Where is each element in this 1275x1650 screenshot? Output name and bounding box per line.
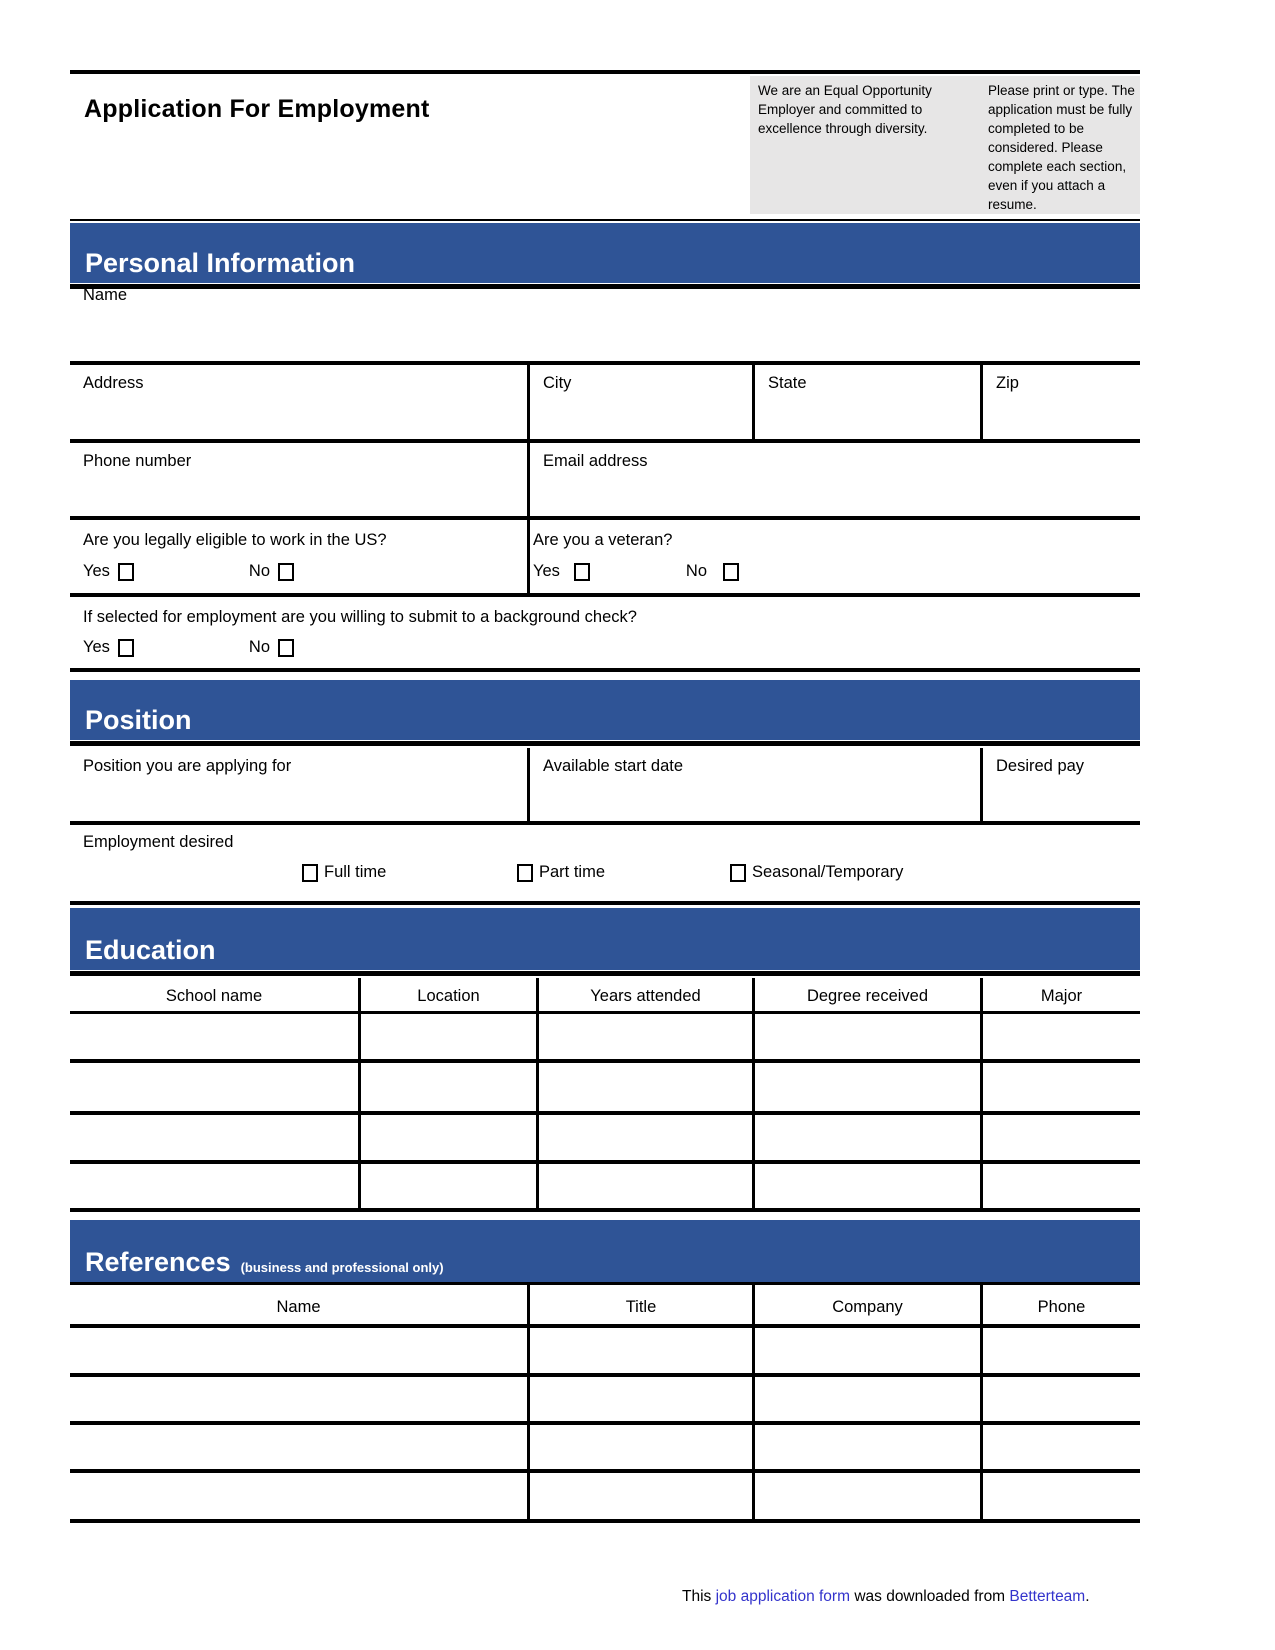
eligible-question: Are you legally eligible to work in the US? [83,531,387,549]
seasonal-checkbox[interactable] [730,864,746,882]
position-heading: Position [85,705,192,735]
education-cell[interactable] [361,1014,539,1059]
reference-cell[interactable] [70,1425,530,1469]
full-time-checkbox[interactable] [302,864,318,882]
education-cell[interactable] [983,1115,1140,1160]
part-time-label: Part time [539,863,606,881]
city-label: City [543,374,572,392]
page-title: Application For Employment [84,95,430,123]
reference-cell[interactable] [70,1377,530,1421]
footer-credit [682,1588,1090,1606]
background-yes-checkbox[interactable] [118,639,134,657]
desired-pay-field[interactable] [983,748,1140,821]
background-no-checkbox[interactable] [278,639,294,657]
education-cell[interactable] [70,1063,361,1111]
seasonal-option [730,863,903,882]
education-row [70,1164,1140,1212]
education-header [70,908,1140,970]
education-col-degree: Degree received [755,978,983,1011]
education-cell[interactable] [361,1115,539,1160]
education-cell[interactable] [361,1164,539,1208]
references-heading: References [85,1247,231,1277]
education-cell[interactable] [539,1063,755,1111]
start-date-field[interactable] [530,748,983,821]
background-check-row [70,597,1140,672]
phone-email-row [70,443,1140,520]
name-label: Name [83,286,128,304]
print-or-type-notice: Please print or type. The application must be fully completed to be considered. Please complete each section, even if you attach a resume. [988,83,1135,212]
start-date-label: Available start date [543,757,684,775]
reference-cell[interactable] [755,1328,983,1373]
footer-text-suffix: . [1085,1588,1090,1605]
background-question: If selected for employment are you willing to submit to a background check? [83,608,637,626]
address-row [70,365,1140,443]
zip-label: Zip [996,374,1019,392]
education-header-row [70,978,1140,1014]
full-time-option [302,863,386,882]
reference-cell[interactable] [530,1425,755,1469]
eligible-question-cell [70,520,530,593]
part-time-checkbox[interactable] [517,864,533,882]
city-field[interactable] [530,365,755,439]
education-row [70,1014,1140,1063]
education-row [70,1115,1140,1164]
section-heavy-rule [70,971,1140,976]
reference-cell[interactable] [70,1473,530,1519]
education-cell[interactable] [983,1063,1140,1111]
reference-cell[interactable] [755,1473,983,1519]
part-time-option [517,863,605,882]
equal-opportunity-notice: We are an Equal Opportunity Employer and committed to excellence through diversity. [758,83,932,136]
education-cell[interactable] [70,1014,361,1059]
references-row [70,1425,1140,1473]
references-header [70,1220,1140,1282]
address-field[interactable] [70,365,530,439]
references-row [70,1377,1140,1425]
section-divider [70,901,1140,905]
position-row [70,748,1140,825]
top-divider [70,70,1140,74]
betterteam-link[interactable]: Betterteam [1009,1588,1086,1605]
education-table [70,978,1140,1212]
references-row [70,1473,1140,1523]
reference-cell[interactable] [530,1473,755,1519]
personal-information-heading: Personal Information [85,248,356,278]
education-cell[interactable] [983,1014,1140,1059]
education-cell[interactable] [539,1014,755,1059]
section-heavy-rule [70,741,1140,746]
phone-label: Phone number [83,452,192,470]
eligible-no-label: No [248,562,271,580]
references-col-title: Title [530,1285,755,1324]
footer-text-prefix: This [682,1588,716,1605]
reference-cell[interactable] [755,1377,983,1421]
education-cell[interactable] [983,1164,1140,1208]
education-col-years: Years attended [539,978,755,1011]
references-col-company: Company [755,1285,983,1324]
education-cell[interactable] [755,1014,983,1059]
veteran-yes-checkbox[interactable] [574,563,590,581]
eligibility-row [70,520,1140,597]
reference-cell[interactable] [755,1425,983,1469]
references-col-name: Name [70,1285,530,1324]
section-top-rule [70,219,1140,221]
veteran-no-checkbox[interactable] [723,563,739,581]
education-col-major: Major [1040,987,1083,1005]
background-no-label: No [248,638,271,656]
address-label: Address [83,374,144,392]
position-table [70,748,1140,825]
footer-text-middle: was downloaded from [850,1588,1010,1605]
education-cell[interactable] [755,1115,983,1160]
notice-box [750,76,1140,214]
eligible-yes-label: Yes [83,562,110,580]
zip-field[interactable] [983,365,1140,439]
veteran-no-label: No [685,562,708,580]
veteran-question-cell [530,520,1140,593]
email-field[interactable] [530,443,1140,516]
position-applying-field[interactable] [70,748,530,821]
eligible-yes-checkbox[interactable] [118,563,134,581]
references-subheading: (business and professional only) [240,1260,444,1275]
desired-pay-label: Desired pay [996,757,1085,775]
reference-cell[interactable] [530,1328,755,1373]
education-cell[interactable] [755,1164,983,1208]
education-row [70,1063,1140,1115]
eligible-no-checkbox[interactable] [278,563,294,581]
references-table [70,1285,1140,1523]
background-question-cell [70,597,1140,668]
reference-cell[interactable] [530,1377,755,1421]
background-yes-label: Yes [83,638,110,656]
education-cell[interactable] [755,1063,983,1111]
state-field[interactable] [755,365,983,439]
education-cell[interactable] [70,1164,361,1208]
references-row [70,1328,1140,1377]
section-heavy-rule [70,284,1140,289]
veteran-question: Are you a veteran? [533,531,673,549]
education-cell[interactable] [361,1063,539,1111]
employment-options [70,863,1140,889]
position-applying-label: Position you are applying for [83,757,292,775]
reference-cell[interactable] [70,1328,530,1373]
personal-information-header [70,223,1140,283]
education-heading: Education [85,935,216,965]
education-col-school: School name [70,978,361,1011]
education-cell[interactable] [539,1164,755,1208]
email-label: Email address [543,452,648,470]
phone-field[interactable] [70,443,530,516]
references-header-row [70,1285,1140,1328]
reference-cell[interactable] [983,1425,1140,1469]
seasonal-label: Seasonal/Temporary [752,863,904,881]
reference-cell[interactable] [983,1328,1140,1373]
position-header [70,680,1140,740]
reference-cell[interactable] [983,1377,1140,1421]
references-col-phone: Phone [1037,1298,1086,1316]
reference-cell[interactable] [983,1473,1140,1519]
full-time-label: Full time [324,863,387,881]
personal-info-table [70,361,1140,672]
job-application-form-link[interactable]: job application form [715,1588,851,1605]
veteran-yes-label: Yes [533,562,560,580]
education-col-location: Location [361,978,539,1011]
state-label: State [768,374,807,392]
education-cell[interactable] [539,1115,755,1160]
employment-desired-label: Employment desired [83,833,234,851]
education-cell[interactable] [70,1115,361,1160]
